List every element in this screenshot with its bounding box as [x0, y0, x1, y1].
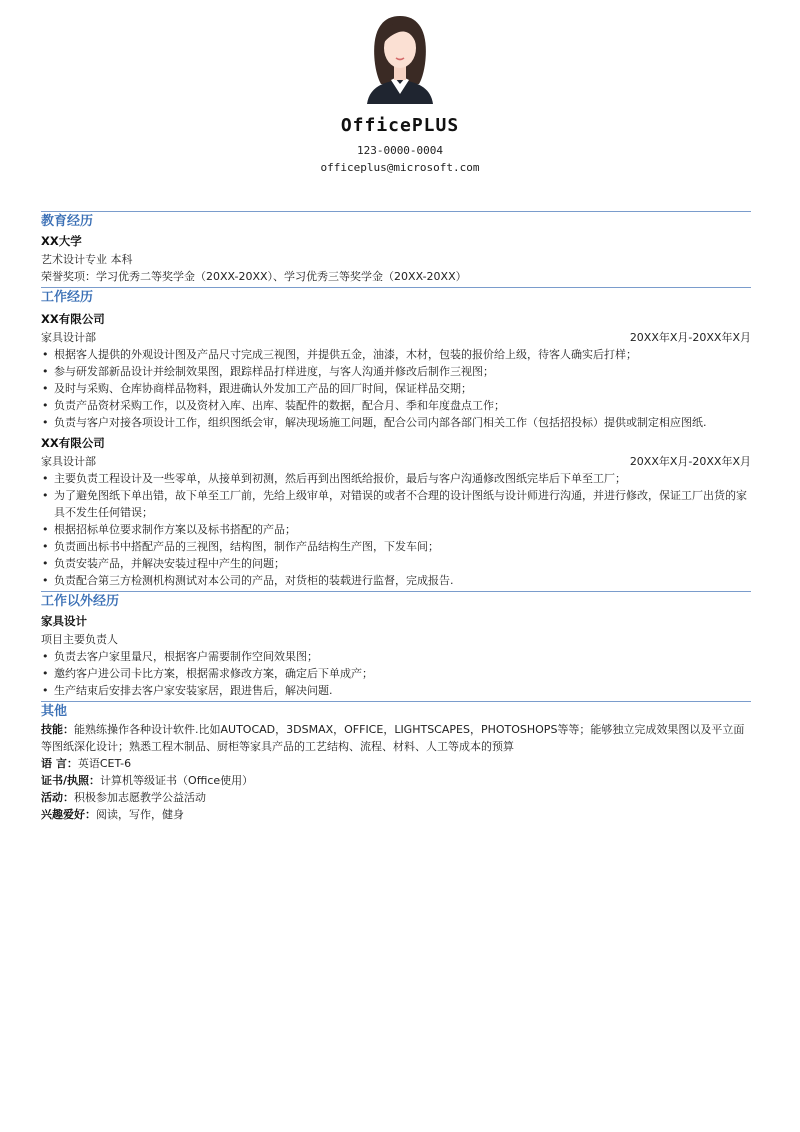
education-section: [41, 211, 751, 285]
item-value: 积极参加志愿教学公益活动: [74, 791, 206, 804]
item-key: 活动：: [41, 791, 74, 804]
job-meta: [41, 453, 751, 470]
list-item: • 负责配合第三方检测机构测试对本公司的产品，对货柜的装载进行监督，完成报告.: [41, 572, 751, 589]
item-key: 证书/执照：: [41, 774, 101, 787]
item-key: 兴趣爱好：: [41, 808, 96, 821]
department: 家具设计部: [41, 455, 96, 468]
hobby-item: [41, 806, 751, 823]
list-item: • 主要负责工程设计及一些零单，从接单到初测，然后再到出图纸给报价，最后与客户沟通修改图纸完毕后下单至工厂；: [41, 470, 751, 487]
project-bullets: [41, 648, 751, 699]
item-value: 阅读，写作，健身: [96, 808, 184, 821]
job-bullets: [41, 346, 751, 431]
list-item: • 负责去客户家里量尺，根据客户需要制作空间效果图；: [41, 648, 751, 665]
list-item: • 负责安装产品，并解决安装过程中产生的问题；: [41, 555, 751, 572]
job-period: 20XX年X月-20XX年X月: [629, 455, 751, 468]
job-period: 20XX年X月-20XX年X月: [629, 331, 751, 344]
list-item: • 生产结束后安排去客户家安装家居，跟进售后，解决问题.: [41, 682, 751, 699]
honors: 荣誉奖项：学习优秀二等奖学金（20XX-20XX）、学习优秀三等奖学金（20XX-20XX）: [41, 270, 467, 283]
candidate-name: OfficePLUS: [340, 115, 460, 136]
list-item: • 负责产品资材采购工作，以及资材入库、出库、装配件的数据，配合月、季和年度盘点工作；: [41, 397, 751, 414]
activity-item: [41, 789, 751, 806]
resume-body: [41, 211, 751, 823]
job-meta: [41, 329, 751, 346]
avatar: [361, 12, 439, 104]
section-title-extra: 工作以外经历: [41, 591, 751, 611]
job-bullets: [41, 470, 751, 589]
company-name: XX有限公司: [41, 312, 105, 326]
item-key: 语 言：: [41, 757, 78, 770]
item-key: 技能：: [41, 723, 74, 736]
other-section: [41, 701, 751, 823]
major: 艺术设计专业 本科: [41, 253, 133, 266]
project-role: 项目主要负责人: [41, 633, 118, 646]
list-item: • 负责与客户对接各项设计工作，组织图纸会审，解决现场施工问题，配合公司内部各部门相关工作（包括招投标）提供或制定相应图纸.: [41, 414, 751, 431]
job-entry: [41, 309, 751, 431]
list-item: • 根据客人提供的外观设计图及产品尺寸完成三视图，并提供五金，油漆，木材，包装的报价给上级，待客人确实后打样；: [41, 346, 751, 363]
item-value: 计算机等级证书（Office使用）: [100, 774, 254, 787]
list-item: • 及时与采购、仓库协商样品物料，跟进确认外发加工产品的回厂时间，保证样品交期；: [41, 380, 751, 397]
department: 家具设计部: [41, 331, 96, 344]
phone-number: 123-0000-0004: [356, 144, 444, 157]
certificate-item: [41, 772, 751, 789]
list-item: • 为了避免图纸下单出错，故下单至工厂前，先给上级审单，对错误的或者不合理的设计图纸与设计师进行沟通，并进行修改，保证工厂出货的家具不发生任何错误；: [41, 487, 751, 521]
email-address: officeplus@microsoft.com: [320, 161, 480, 174]
company-name: XX有限公司: [41, 436, 105, 450]
item-value: 英语CET-6: [77, 757, 132, 770]
list-item: • 根据招标单位要求制作方案以及标书搭配的产品；: [41, 521, 751, 538]
project-name: 家具设计: [41, 614, 87, 628]
section-title-work: 工作经历: [41, 287, 751, 307]
list-item: • 负责画出标书中搭配产品的三视图，结构图，制作产品结构生产图，下发车间；: [41, 538, 751, 555]
item-value: 能熟练操作各种设计软件.比如AUTOCAD，3DSMAX，OFFICE，LIGHTSCAPES，PHOTOSHOPS等等；能够独立完成效果图以及平立面等图纸深化设计；熟悉工程木制品、厨柜等家具产品的工艺结构、流程、材料、人工等成本的预算: [41, 723, 745, 753]
job-entry: [41, 433, 751, 589]
school-name: XX大学: [41, 234, 82, 248]
skills-item: [41, 721, 751, 755]
section-title-education: 教育经历: [41, 211, 751, 231]
section-title-other: 其他: [41, 701, 751, 721]
list-item: • 邀约客户进公司卡比方案，根据需求修改方案，确定后下单成产；: [41, 665, 751, 682]
extra-experience-section: [41, 591, 751, 699]
resume-header: [0, 0, 800, 176]
work-section: [41, 287, 751, 589]
language-item: [41, 755, 751, 772]
list-item: • 参与研发部新品设计并绘制效果图，跟踪样品打样进度，与客人沟通并修改后制作三视图；: [41, 363, 751, 380]
avatar-icon: [361, 12, 439, 104]
